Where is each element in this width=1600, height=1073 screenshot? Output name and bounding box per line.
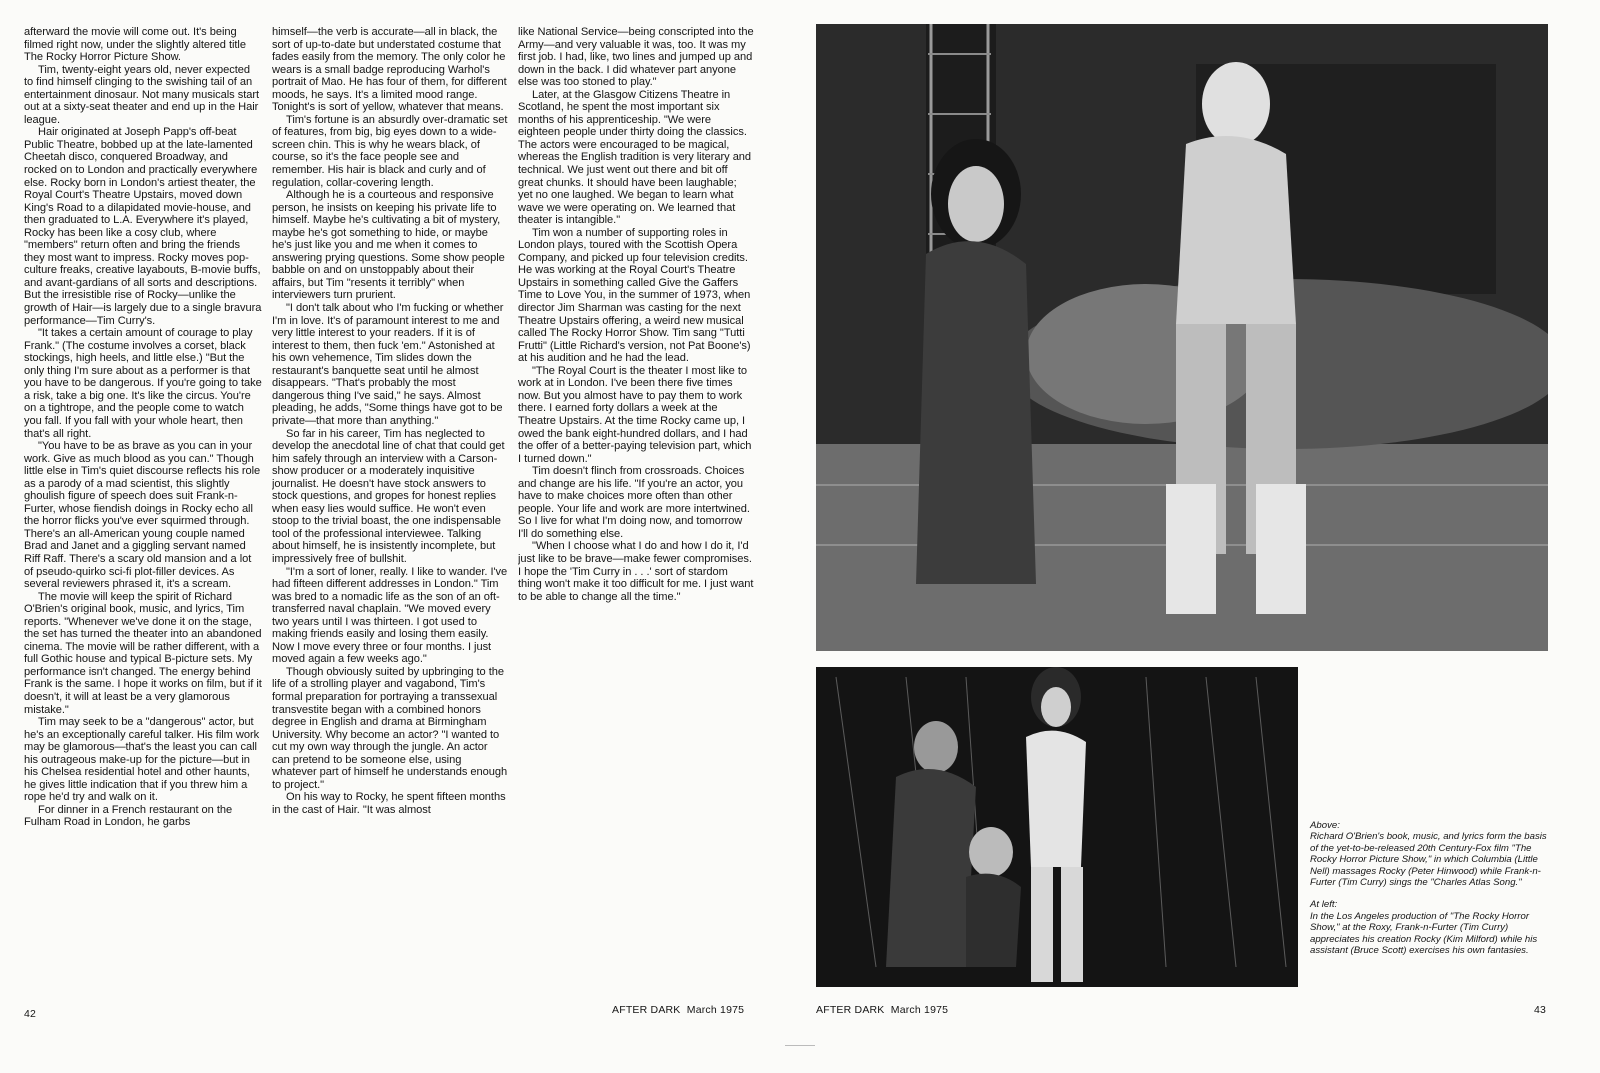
fold-mark	[785, 1045, 815, 1046]
paragraph: So far in his career, Tim has neglected to develop the anecdotal line of chat that could get him safely through an interview with a Carson-show producer or a moderately inquisitive journalist. He doesn't have stock answers to stock questions, and gropes for honest replies when easy lies would suffice. He won't even stoop to the trivial boast, the one indispensable tool of the professional interviewee. Talking about himself, he is insistently incomplete, but impressively free of bullshit.	[272, 427, 505, 565]
paragraph: "I don't talk about who I'm fucking or whether I'm in love. It's of paramount interest to me and very little interest to your readers. If it is of interest to them, then fuck 'em." Astonished at his own vehemence, Tim slides down the restaurant's banquette seat until he almost disappears. "That's probably the most dangerous thing I've said," he says. Almost pleading, he adds, "Some things have got to be private—that more than anything."	[272, 302, 504, 427]
stage-photo-top-image	[816, 24, 1548, 651]
page-number-right: 43	[1534, 1004, 1547, 1016]
paragraph: For dinner in a French restaurant on the Fulham Road in London, he garbs	[24, 803, 233, 829]
article-column-3	[518, 26, 754, 746]
article-column-1	[24, 26, 262, 994]
paragraph: Tim won a number of supporting roles in London plays, toured with the Scottish Opera Company, and picked up four television credits. He was working at the Royal Court's Theatre Upstairs in something called Give the Gaffers Time to Love You, in the summer of 1973, when director Jim Sharman was casting for the next Theatre Upstairs offering, a weird new musical called The Rocky Horror Show. Tim sang "Tutti Frutti" (Little Richard's version, not Pat Boone's) at his audition and he had the lead.	[518, 226, 751, 365]
article-column-2	[272, 26, 508, 994]
paragraph: Tim may seek to be a "dangerous" actor, but he's an exceptionally careful talker. His film work may be glamorous—that's the least you can call his outrageous make-up for the picture—but in his Chelsea residential hotel and other haunts, he gives little indication that if you threw him a rope he'd try and walk on it.	[24, 716, 260, 804]
photo-captions	[1310, 820, 1548, 956]
footer-left: AFTER DARK March 1975	[612, 1004, 745, 1016]
paragraph: Hair originated at Joseph Papp's off-beat Public Theatre, bobbed up at the late-lamented Cheetah disco, conquered Broadway, and rocked on to London and practically everywhere else. Rocky born in London's artiest theater, the Royal Court's Theatre Upstairs, moved down King's Road to a dilapidated movie-house, and then graduated to L.A. Everywhere it's played, Rocky has been like a cosy club, where "members" return often and bring the friends they most want to impress. Rocky moves pop-culture freaks, creative layabouts, B-movie buffs, and avant-gardians of all sorts and descriptions. But the irresistible rise of Rocky—unlike the growth of Hair—is largely due to a single bravura performance—Tim Curry's.	[24, 126, 262, 327]
paragraph: Tim doesn't flinch from crossroads. Choices and change are his life. "If you're an actor, you have to make choices more often than other people. Your life and work are more intertwined. So I live for what I'm doing now, and tomorrow I'll do something else.	[518, 465, 750, 540]
stage-photo-bottom-image	[816, 667, 1298, 987]
footer-right: AFTER DARK March 1975	[816, 1004, 949, 1016]
paragraph: afterward the movie will come out. It's being filmed right now, under the slightly altered title The Rocky Horror Picture Show.	[24, 26, 246, 64]
paragraph: "It takes a certain amount of courage to play Frank." (The costume involves a corset, black stockings, high heels, and little else.) "But the only thing I'm sure about as a performer is that you have to be dangerous. If you're going to take a risk, take a big one. It's like the circus. You're on a tightrope, and the people come to watch you fall. If you fall with your whole heart, then that's all right.	[24, 327, 262, 440]
stage-photo-top	[816, 24, 1548, 651]
stage-photo-bottom	[816, 667, 1298, 987]
paragraph: "The Royal Court is the theater I most like to work at in London. I've been there five times now. But you almost have to pay them to work there. I earned forty dollars a week at the Theatre Upstairs. At the time Rocky came up, I owed the bank eight-hundred dollars, and I had the offer of a better-paying television part, which I turned down."	[518, 364, 752, 465]
caption-above: Richard O'Brien's book, music, and lyrics form the basis of the yet-to-be-released 20th Century-Fox film "The Rocky Horror Picture Show," in which Columbia (Little Nell) massages Rocky (Peter Hinwood) while Frank-n-Furter (Tim Curry) sings the "Charles Atlas Song."	[1310, 831, 1547, 889]
paragraph: Tim, twenty-eight years old, never expected to find himself clinging to the swishing tail of an entertainment dinosaur. Not many musicals start out at a sixty-seat theater and end up in the Hair league.	[24, 63, 260, 126]
paragraph: Although he is a courteous and responsive person, he insists on keeping his private life to himself. Maybe he's cultivating a bit of mystery, maybe he's got something to hide, or maybe he's just like you and me when it comes to answering prying questions. Some show people babble on and on unstoppably about their affairs, but Tim "resents it terribly" when interviewers turn prurient.	[272, 189, 505, 302]
caption-above-heading: Above:	[1310, 820, 1340, 831]
paragraph: Though obviously suited by upbringing to the life of a strolling player and vagabond, Tim's formal preparation for portraying a transsexual transvestite began with a combined honors degree in English and drama at Birmingham University. Why become an actor? "I wanted to cut my own way through the jungle. An actor can pretend to be someone else, using whatever part of himself he understands enough to project."	[272, 665, 508, 791]
paragraph: "I'm a sort of loner, really. I like to wander. I've had fifteen different addresses in London." Tim was bred to a nomadic life as the son of an oft-transferred naval chaplain. "We moved every two years until I was thirteen. I got used to making friends easily and losing them easily. Now I move every three or four months. I just moved again a few weeks ago."	[272, 565, 508, 666]
paragraph: "When I choose what I do and how I do it, I'd just like to be brave—make fewer compromises. I hope the 'Tim Curry in . . .' sort of stardom thing won't make it too difficult for me. I just want to be able to change all the time."	[518, 540, 754, 603]
page-number-left: 42	[24, 1008, 37, 1020]
paragraph: On his way to Rocky, he spent fifteen months in the cast of Hair. "It was almost	[272, 791, 506, 816]
caption-left: In the Los Angeles production of "The Rocky Horror Show," at the Roxy, Frank-n-Furter (Tim Curry) appreciates his creation Rocky (Kim Milford) while his assistant (Bruce Scott) exercises his own fantasies.	[1310, 910, 1538, 957]
paragraph: Later, at the Glasgow Citizens Theatre in Scotland, he spent the most important six months of his apprenticeship. "We were eighteen people under thirty doing the classics. The actors were encouraged to be magical, whereas the English tradition is very literary and technical. We just went out there and bit off great chunks. It should have been laughable; yet no one laughed. We began to learn what wave we were operating on. We learned that theater is intangible."	[518, 88, 752, 227]
paragraph: The movie will keep the spirit of Richard O'Brien's original book, music, and lyrics, Tim reports. "Whenever we've done it on the stage, the set has turned the theater into an abandoned cinema. The movie will be rather different, with a full Gothic house and typical B-picture sets. My performance isn't changed. The energy behind Frank is the same. I hope it works on film, but if it doesn't, it will at least be a very glamorous mistake."	[24, 590, 262, 716]
paragraph: "You have to be as brave as you can in your work. Give as much blood as you can." Though little else in Tim's quiet discourse reflects his role as a parody of a mad scientist, this slightly ghoulish figure of speech does suit Frank-n-Furter, whose fiendish doings in Rocky echo all the horror flicks you've ever squirmed through. There's an all-American young couple named Brad and Janet and a giggling servant named Riff Raff. There's a scary old mansion and a lot of pseudo-quirko sci-fi plot-filler devices. As several reviewers phrased it, it's a scream.	[24, 440, 261, 591]
paragraph: like National Service—being conscripted into the Army—and very valuable it was, too. It was my first job. I had, like, two lines and jumped up and down in the back. I did whatever part anyone else was too stoned to play."	[518, 26, 754, 89]
paragraph: himself—the verb is accurate—all in black, the sort of up-to-date but understated costume that fades easily from the memory. The only color he wears is a small badge reproducing Warhol's portrait of Mao. He has four of them, for different moods, he says. It's a limited mood range. Tonight's is sort of yellow, whatever that means.	[272, 26, 507, 114]
caption-left-heading: At left:	[1310, 899, 1338, 911]
paragraph: Tim's fortune is an absurdly over-dramatic set of features, from big, big eyes down to a wide-screen chin. This is why he wears black, of course, so it's the face people see and remember. His hair is black and curly and of regulation, collar-covering length.	[272, 113, 508, 189]
